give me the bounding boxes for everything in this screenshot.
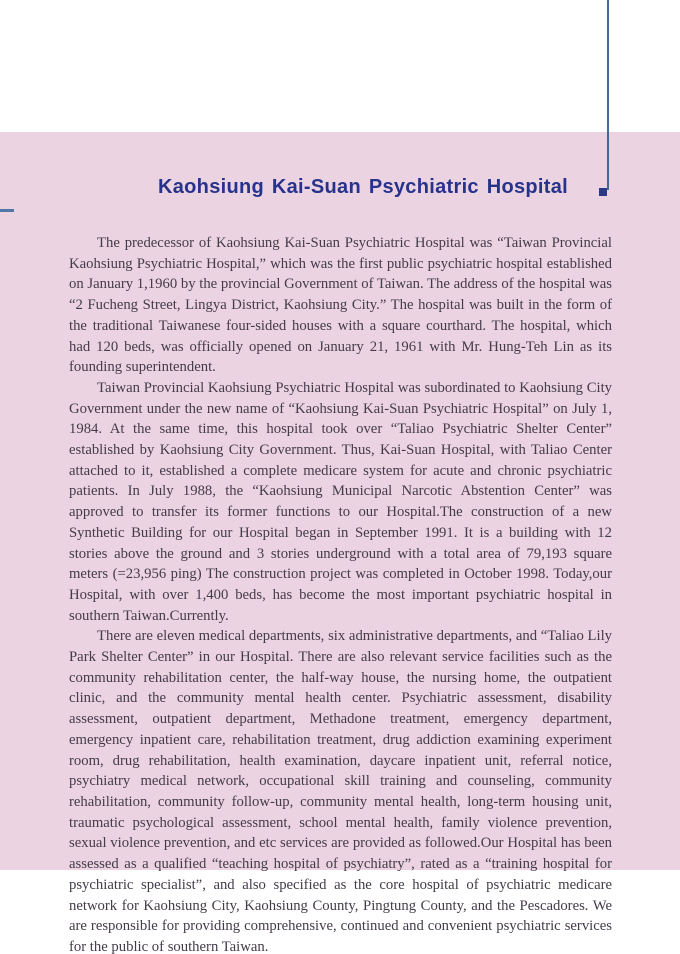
- square-bullet-icon: [599, 188, 607, 196]
- paragraph-renaming-expansion: Taiwan Provincial Kaohsiung Psychiatric Hospital was subordinated to Kaohsiung City Government under the new name of “Kaohsiung Kai-Suan Psychiatric Hospital” on July 1, 1984. At the same time, this hospital took over “Taliao Psychiatric Shelter Center” established by Kaohsiung City Government. Thus, Kai-Suan Hospital, with Taliao Center attached to it, established a complete medicare system for acute and chronic psychiatric patients. In July 1988, the “Kaohsiung Municipal Narcotic Abstention Center” was approved to transfer its former functions to our Hospital.The construction of a new Synthetic Building for our Hospital began in September 1991. It is a building with 12 stories above the ground and 3 stories underground with a total area of 79,193 square meters (=23,956 ping) The construction project was completed in October 1998. Today,our Hospital, with over 1,400 beds, has become the most important psychiatric hospital in southern Taiwan.Currently.: [69, 379, 612, 624]
- paragraph-history-founding: The predecessor of Kaohsiung Kai-Suan Psychiatric Hospital was “Taiwan Provincial Kaohsiung Psychiatric Hospital,” which was the first public psychiatric hospital established on January 1,1960 by the provincial Government of Taiwan. The address of the hospital was “2 Fucheng Street, Lingya District, Kaohsiung City.” The hospital was built in the form of the traditional Taiwanese four-sided houses with a square courthard. The hospital, which had 120 beds, was officially opened on January 21, 1961 with Mr. Hung-Teh Lin as its founding superintendent.: [69, 235, 612, 376]
- paragraph-departments-services: There are eleven medical departments, six administrative departments, and “Taliao Lily Park Shelter Center” in our Hospital. There are also relevant service facilities such as the community rehabilitation center, the half-way house, the nursing home, the outpatient clinic, and the community mental health center. Psychiatric assessment, disability assessment, outpatient department, Methadone treatment, emergency department, emergency inpatient care, rehabilitation treatment, drug addiction examining experiment room, drug rehabilitation, health examination, daycare inpatient unit, referral notice, psychiatry medical network, occupational skill training and counseling, community rehabilitation, community follow-up, community mental health, long-term housing unit, traumatic psychological assessment, school mental health, family violence prevention, sexual violence prevention, and etc services are provided as followed.Our Hospital has been assessed as a qualified “teaching hospital of psychiatry”, rated as a “training hospital for psychiatric specialist”, and also specified as the core hospital of psychiatric medicare network for Kaohsiung City, Kaohsiung County, Pingtung County, and the Pescadores. We are responsible for providing comprehensive, continued and convenient psychiatric services for the public of southern Taiwan.: [69, 628, 612, 954]
- left-margin-tick: [0, 209, 14, 212]
- article-body: [69, 233, 612, 954]
- page-title: Kaohsiung Kai-Suan Psychiatric Hospital: [158, 176, 569, 198]
- vertical-accent-line: [607, 0, 609, 190]
